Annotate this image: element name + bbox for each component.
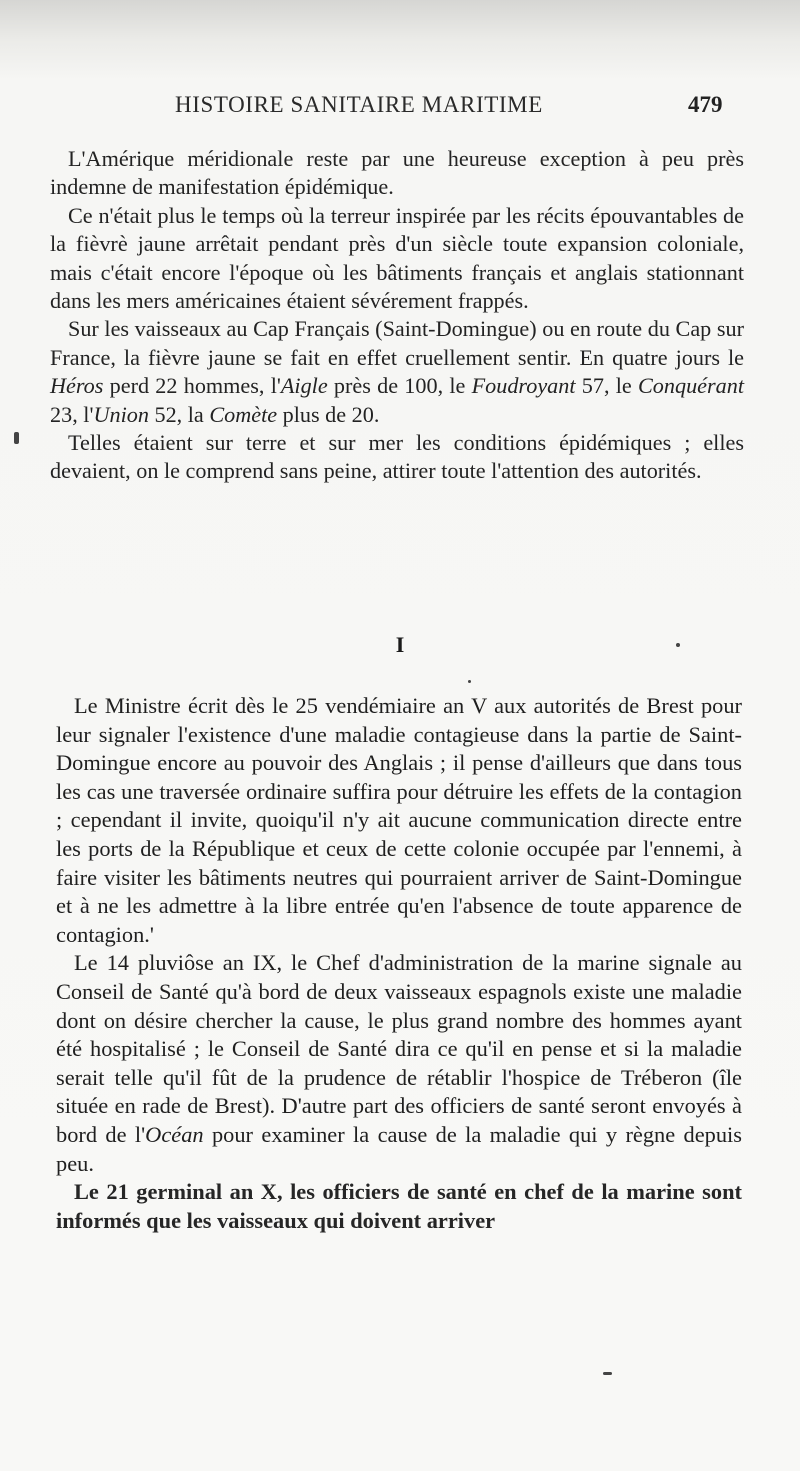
ship-name: Comète xyxy=(209,401,278,427)
text-run: perd 22 hommes, l' xyxy=(103,373,281,399)
paragraph xyxy=(50,429,744,486)
ship-name: Union xyxy=(93,401,149,427)
text-run: Le Ministre écrit dès le 25 vendémiaire an V aux autorités de Brest pour leur signaler l'existence d'une maladie contagieuse dans la partie de Saint-Domingue encore au pouvoir des Anglais ; il pense d'ailleurs que dans tous les cas une traversée ordinaire suffira pour détruire les effets de la contagion ; cependant il invite, quoiqu'il n'y ait aucune communication directe entre les ports de la République et ceux de cette colonie occupée par l'ennemi, à faire visiter les bâtiments neutres qui pourraient arriver de Saint-Domingue et à ne les admettre à la libre entrée qu'en l'absence de toute apparence de contagion.' xyxy=(56,693,742,947)
body-text-before-section xyxy=(50,145,744,486)
print-speck xyxy=(603,1372,612,1375)
text-run: plus de 20. xyxy=(277,401,380,427)
page-header xyxy=(0,92,800,124)
paragraph xyxy=(56,949,742,1178)
text-run: 52, la xyxy=(148,401,210,427)
text-run: 57, le xyxy=(575,373,638,399)
ship-name: Conquérant xyxy=(638,373,745,399)
body-text-after-section xyxy=(56,692,742,1235)
ship-name: Aigle xyxy=(280,373,328,399)
text-run: Sur les vaisseaux au Cap Français (Saint-Domingue) ou en route du Cap sur France, la fièvre jaune se fait en effet cruellement sentir. En quatre jours le xyxy=(50,316,744,370)
ship-name: Océan xyxy=(145,1121,204,1147)
ship-name: Héros xyxy=(50,373,104,399)
page-number: 479 xyxy=(688,92,723,117)
text-run: pour examiner la cause de la maladie qui y règne depuis peu. xyxy=(56,1121,742,1176)
text-run: Le 21 germinal an X, les officiers de santé en chef de la marine sont informés que les vaisseaux qui doivent arriver xyxy=(56,1179,742,1233)
text-run: Ce n'était plus le temps où la terreur inspirée par les récits épouvantables de la fièvrè jaune arrêtait pendant près d'un siècle toute expansion coloniale, mais c'était encore l'époque où les bâtiments français et anglais stationnant dans les mers américaines étaient sévérement frappés. xyxy=(50,202,744,314)
text-run: Telles étaient sur terre et sur mer les conditions épidémiques ; elles devaient, on le comprend sans peine, attirer toute l'attention des autorités. xyxy=(50,430,744,484)
print-speck xyxy=(468,680,471,683)
print-speck xyxy=(14,432,19,444)
paragraph xyxy=(56,692,742,949)
paragraph xyxy=(50,202,744,316)
running-title: HISTOIRE SANITAIRE MARITIME xyxy=(175,92,543,117)
paragraph xyxy=(50,315,744,429)
text-run: Le 14 pluviôse an IX, le Chef d'administration de la marine signale au Conseil de Santé qu'à bord de deux vaisseaux espagnols existe une maladie dont on désire chercher la cause, le plus grand nombre des hommes ayant été hospitalisé ; le Conseil de Santé dira ce qu'il en pense et si la maladie serait telle qu'il fût de la prudence de rétablir l'hospice de Tréberon (île située en rade de Brest). D'autre part des officiers de santé seront envoyés à bord de l' xyxy=(56,950,742,1147)
paragraph xyxy=(50,145,744,202)
text-run: 23, l' xyxy=(50,401,94,427)
paragraph xyxy=(56,1178,742,1235)
ship-name: Foudroyant xyxy=(471,373,576,399)
text-run: L'Amérique méridionale reste par une heureuse exception à peu près indemne de manifestation épidémique. xyxy=(50,146,744,200)
text-run: près de 100, le xyxy=(327,373,472,399)
section-heading: I xyxy=(395,632,405,657)
print-speck xyxy=(676,643,680,647)
